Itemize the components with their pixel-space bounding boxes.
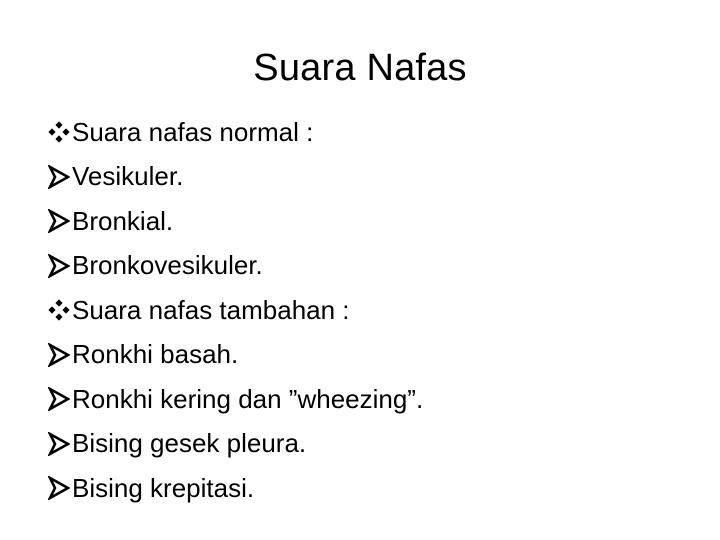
list-item [46,110,686,155]
arrow-bullet-icon [46,384,72,414]
list-item [46,333,686,378]
arrow-bullet-icon [46,429,72,459]
list-item [46,244,686,289]
slide-title: Suara Nafas [253,47,467,89]
arrow-bullet-icon [46,206,72,236]
list-item [46,422,686,467]
list-item-text: Suara nafas tambahan : [72,294,350,325]
list-item-text: Ronkhi kering dan ”wheezing”. [72,383,424,414]
arrow-bullet-icon [46,162,72,192]
list-item-text: Bronkial. [72,205,174,236]
bullet-list [46,110,686,511]
diamond-dots-bullet-icon [46,295,72,325]
arrow-bullet-icon [46,251,72,281]
list-item [46,466,686,511]
list-item-text: Ronkhi basah. [72,339,239,370]
list-item [46,377,686,422]
arrow-bullet-icon [46,473,72,503]
list-item-text: Bronkovesikuler. [72,250,263,281]
list-item-text: Bising gesek pleura. [72,428,307,459]
list-item [46,155,686,200]
list-item-text: Vesikuler. [72,161,184,192]
list-item [46,199,686,244]
list-item-text: Bising krepitasi. [72,472,255,503]
arrow-bullet-icon [46,340,72,370]
list-item [46,288,686,333]
diamond-dots-bullet-icon [46,117,72,147]
list-item-text: Suara nafas normal : [72,116,314,147]
